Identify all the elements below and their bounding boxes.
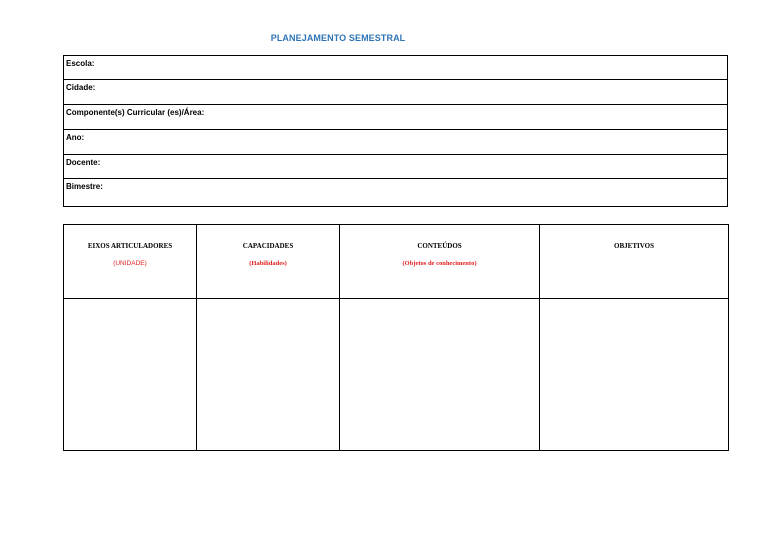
column-header-capacidades (197, 225, 340, 299)
plan-table (63, 224, 729, 451)
info-label-componente[interactable]: Componente(s) Curricular (es)/Área: (64, 105, 728, 130)
info-row-ano (64, 130, 728, 155)
column-header-objetivos (540, 225, 729, 299)
column-title-objetivos: OBJETIVOS (614, 242, 654, 250)
column-subtitle-capacidades: (Habilidades) (249, 260, 287, 267)
info-row-docente (64, 155, 728, 179)
info-row-cidade (64, 80, 728, 105)
column-title-capacidades: CAPACIDADES (242, 242, 294, 250)
info-label-docente[interactable]: Docente: (64, 155, 728, 179)
info-label-ano[interactable]: Ano: (64, 130, 728, 155)
info-table (63, 55, 728, 207)
info-label-bimestre[interactable]: Bimestre: (64, 179, 728, 207)
column-title-eixos: EIXOS ARTICULADORES (87, 242, 173, 250)
column-subtitle-eixos: (UNIDADE) (113, 260, 147, 267)
plan-header-row (64, 225, 729, 299)
document-title: PLANEJAMENTO SEMESTRAL (270, 33, 406, 43)
info-label-cidade[interactable]: Cidade: (64, 80, 728, 105)
plan-body-row (64, 299, 729, 451)
cell-eixos[interactable] (64, 299, 197, 451)
column-subtitle-conteudos: (Objetos de conhecimento) (402, 260, 477, 267)
cell-conteudos[interactable] (340, 299, 540, 451)
column-header-eixos (64, 225, 197, 299)
column-title-conteudos: CONTEÚDOS (417, 242, 462, 250)
info-row-componente (64, 105, 728, 130)
column-header-conteudos (340, 225, 540, 299)
cell-objetivos[interactable] (540, 299, 729, 451)
info-row-bimestre (64, 179, 728, 207)
info-row-escola (64, 56, 728, 80)
cell-capacidades[interactable] (197, 299, 340, 451)
info-label-escola[interactable]: Escola: (64, 56, 728, 80)
